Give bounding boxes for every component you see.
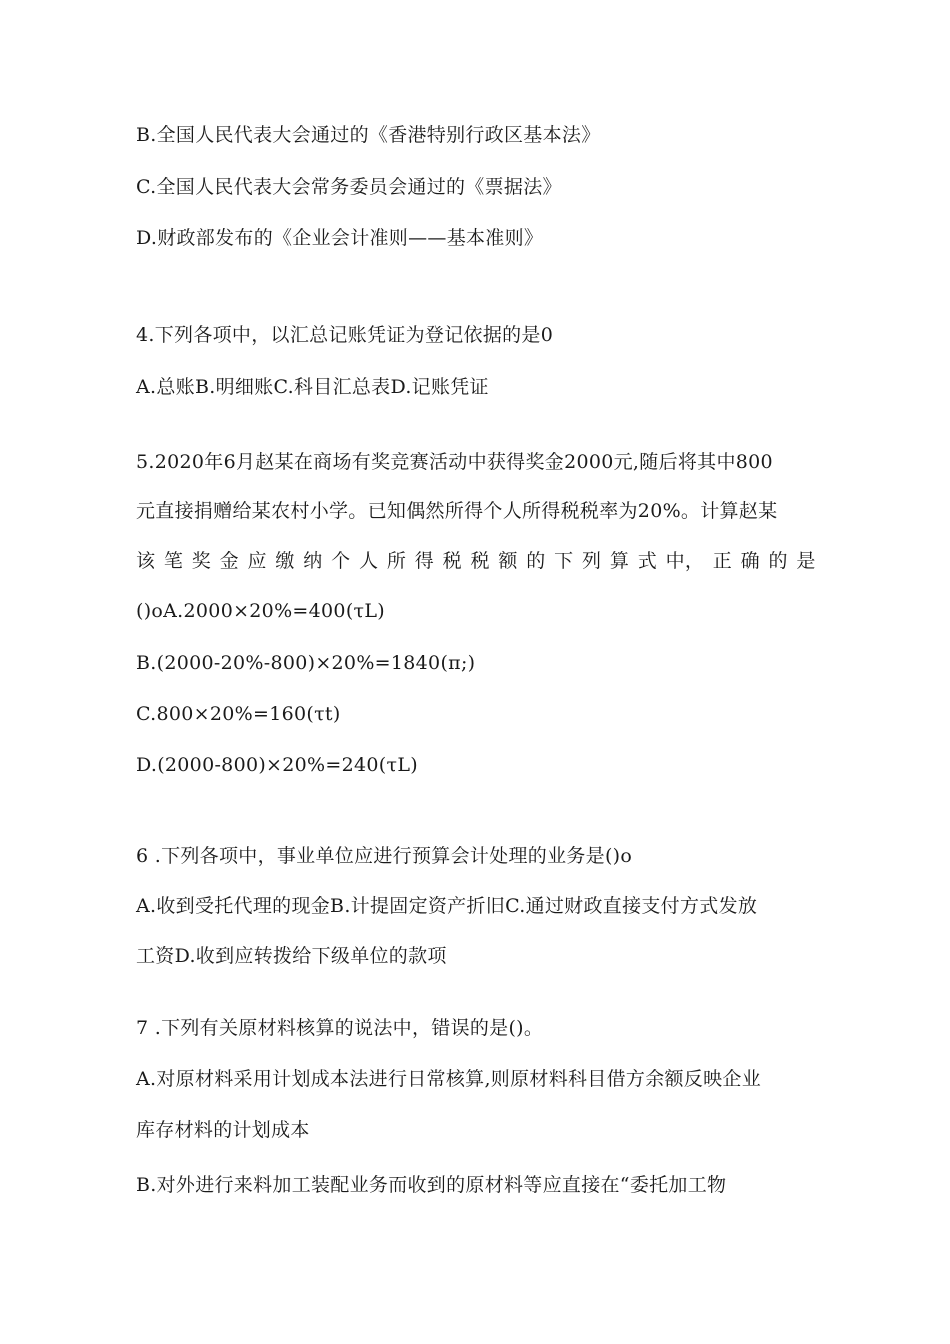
question-4-options: A.总账B.明细账C.科目汇总表D.记账凭证 <box>136 376 489 398</box>
question-6-stem: 6 .下列各项中，事业单位应进行预算会计处理的业务是()o <box>136 845 633 867</box>
question-6-options-line-1: A.收到受托代理的现金B.计提固定资产折旧C.通过财政直接支付方式发放 <box>136 895 758 917</box>
spread-segment: 个 <box>331 550 351 572</box>
spread-segment: 金 <box>219 550 239 572</box>
option-b-line: B.全国人民代表大会通过的《香港特别行政区基本法》 <box>136 124 601 146</box>
spread-segment: 下 <box>554 550 574 572</box>
spread-segment: 得 <box>414 550 435 572</box>
question-7-stem: 7 .下列有关原材料核算的说法中，错误的是()。 <box>136 1017 544 1039</box>
spread-segment: 确 <box>740 550 760 572</box>
spread-segment: 额 <box>498 550 518 572</box>
spread-segment: 纳 <box>303 550 323 572</box>
question-7-option-b: B.对外进行来料加工装配业务而收到的原材料等应直接在“委托加工物 <box>136 1174 727 1196</box>
question-7-option-a-line-1: A.对原材料采用计划成本法进行日常核算,则原材料科目借方余额反映企业 <box>136 1068 762 1090</box>
spread-segment: 人 <box>359 550 379 572</box>
spread-segment: 该 <box>136 550 156 572</box>
spread-segment: 是 <box>796 550 816 572</box>
spread-segment: 中， <box>665 550 705 572</box>
spread-segment: 税 <box>470 550 490 572</box>
spread-segment: 列 <box>582 550 602 572</box>
question-5-option-b: B.(2000-20%-800)×20%=1840(π;) <box>136 652 476 674</box>
question-5-option-c: C.800×20%=160(τt) <box>136 703 341 725</box>
question-5-stem-line-2: 元直接捐赠给某农村小学。已知偶然所得个人所得税税率为20%。计算赵某 <box>136 500 778 522</box>
option-c-line: C.全国人民代表大会常务委员会通过的《票据法》 <box>136 176 562 198</box>
question-5-stem-line-1: 5.2020年6月赵某在商场有奖竞赛活动中获得奖金2000元,随后将其中800 <box>136 451 773 473</box>
spread-segment: 的 <box>526 550 546 572</box>
question-7-option-a-line-2: 库存材料的计划成本 <box>136 1119 310 1141</box>
question-6-options-line-2: 工资D.收到应转拨给下级单位的款项 <box>136 945 447 967</box>
question-4-stem: 4.下列各项中，以汇总记账凭证为登记依据的是0 <box>136 324 554 346</box>
spread-segment: 奖 <box>191 550 212 572</box>
option-d-line: D.财政部发布的《企业会计准则——基本准则》 <box>136 227 544 249</box>
question-5-option-d: D.(2000-800)×20%=240(τL) <box>136 754 418 776</box>
spread-segment: 缴 <box>275 550 295 572</box>
spread-segment: 所 <box>386 550 407 572</box>
spread-segment: 税 <box>442 550 462 572</box>
spread-segment: 式 <box>637 550 658 572</box>
question-5-stem-line-3 <box>136 548 816 574</box>
spread-segment: 的 <box>768 550 788 572</box>
spread-segment: 正 <box>712 550 733 572</box>
spread-segment: 应 <box>247 550 267 572</box>
question-5-option-a: ()oA.2000×20%=400(τL) <box>136 600 385 622</box>
spread-segment: 笔 <box>163 550 184 572</box>
spread-segment: 算 <box>609 550 630 572</box>
